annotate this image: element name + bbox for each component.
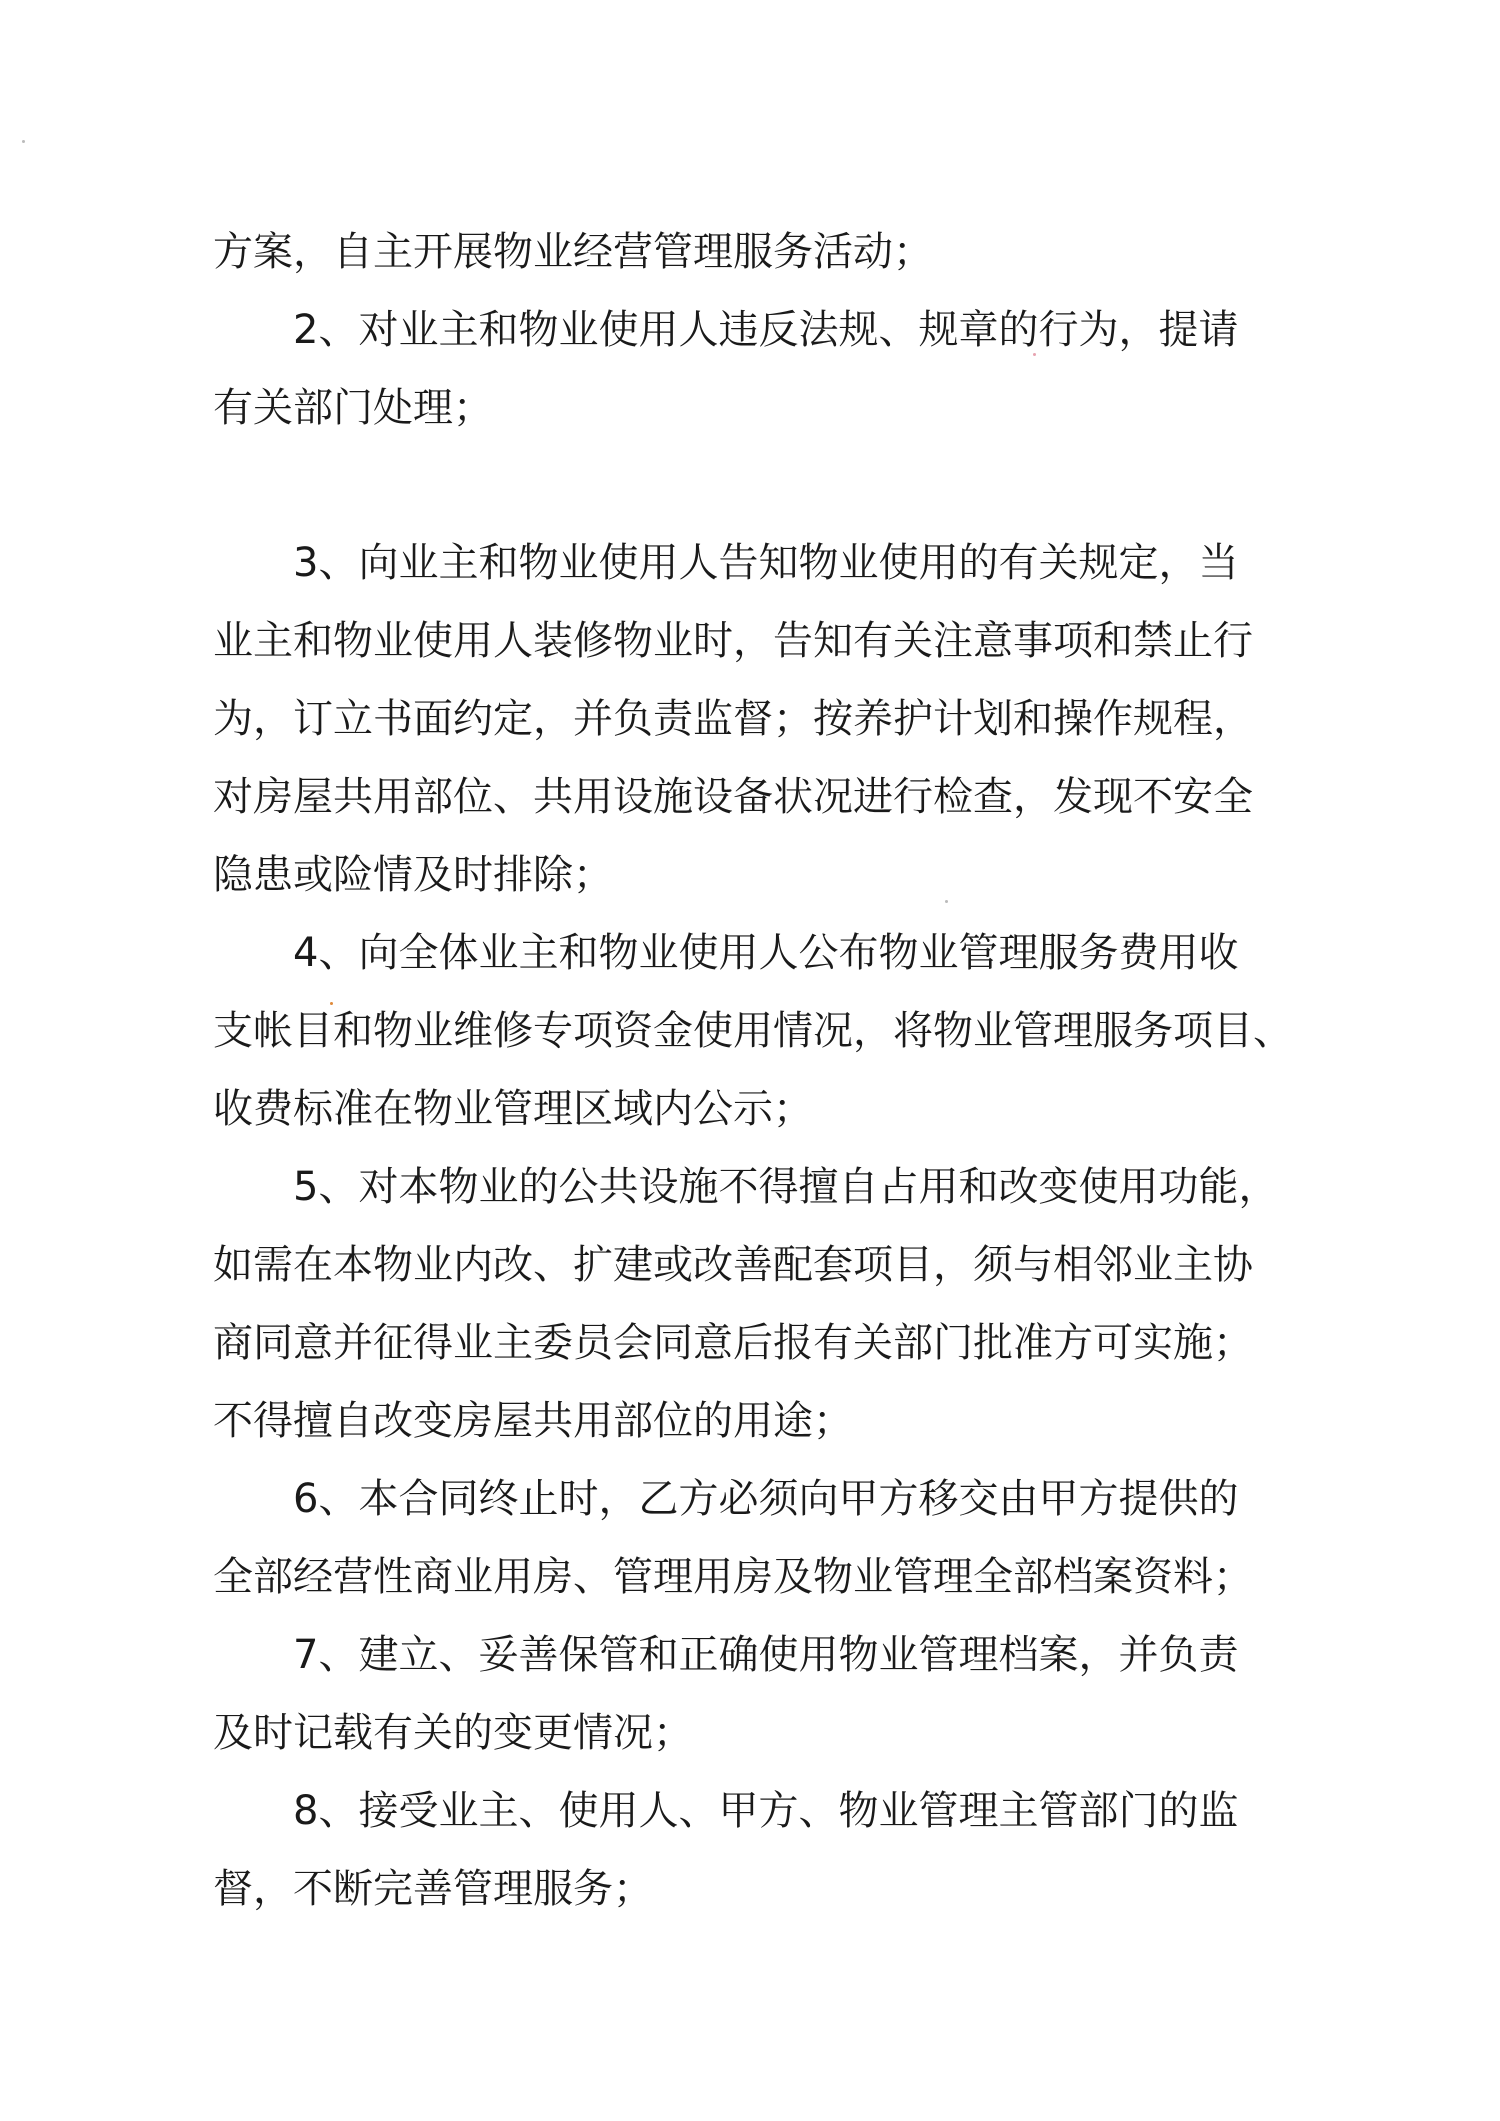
text-line: 全部经营性商业用房、管理用房及物业管理全部档案资料；: [213, 1554, 1253, 1600]
scan-speck: [1033, 353, 1036, 356]
text-line: 为，订立书面约定，并负责监督；按养护计划和操作规程，: [213, 696, 1253, 742]
clause-5-line: 5、对本物业的公共设施不得擅自占用和改变使用功能，: [293, 1164, 1279, 1210]
clause-8-line: 8、接受业主、使用人、甲方、物业管理主管部门的监: [293, 1788, 1239, 1834]
text-line: 隐患或险情及时排除；: [213, 852, 613, 898]
clause-4-line: 4、向全体业主和物业使用人公布物业管理服务费用收: [293, 930, 1239, 976]
scan-speck: [22, 140, 25, 143]
text-line: 收费标准在物业管理区域内公示；: [213, 1086, 813, 1132]
clause-6-line: 6、本合同终止时，乙方必须向甲方移交由甲方提供的: [293, 1476, 1239, 1522]
text-line: 有关部门处理；: [213, 385, 493, 431]
text-line: 及时记载有关的变更情况；: [213, 1710, 693, 1756]
clause-7-line: 7、建立、妥善保管和正确使用物业管理档案，并负责: [293, 1632, 1239, 1678]
text-line: 如需在本物业内改、扩建或改善配套项目，须与相邻业主协: [213, 1242, 1253, 1288]
clause-2-line: 2、对业主和物业使用人违反法规、规章的行为，提请: [293, 307, 1239, 353]
text-line: 业主和物业使用人装修物业时，告知有关注意事项和禁止行: [213, 618, 1253, 664]
scan-speck: [945, 900, 948, 903]
text-line: 不得擅自改变房屋共用部位的用途；: [213, 1398, 853, 1444]
text-line: 支帐目和物业维修专项资金使用情况，将物业管理服务项目、: [213, 1008, 1293, 1054]
text-line: 督，不断完善管理服务；: [213, 1866, 653, 1912]
scan-speck: [330, 1002, 333, 1005]
text-line: 商同意并征得业主委员会同意后报有关部门批准方可实施；: [213, 1320, 1253, 1366]
clause-3-line: 3、向业主和物业使用人告知物业使用的有关规定，当: [293, 540, 1239, 586]
text-line: 对房屋共用部位、共用设施设备状况进行检查，发现不安全: [213, 774, 1253, 820]
text-line: 方案，自主开展物业经营管理服务活动；: [213, 229, 933, 275]
